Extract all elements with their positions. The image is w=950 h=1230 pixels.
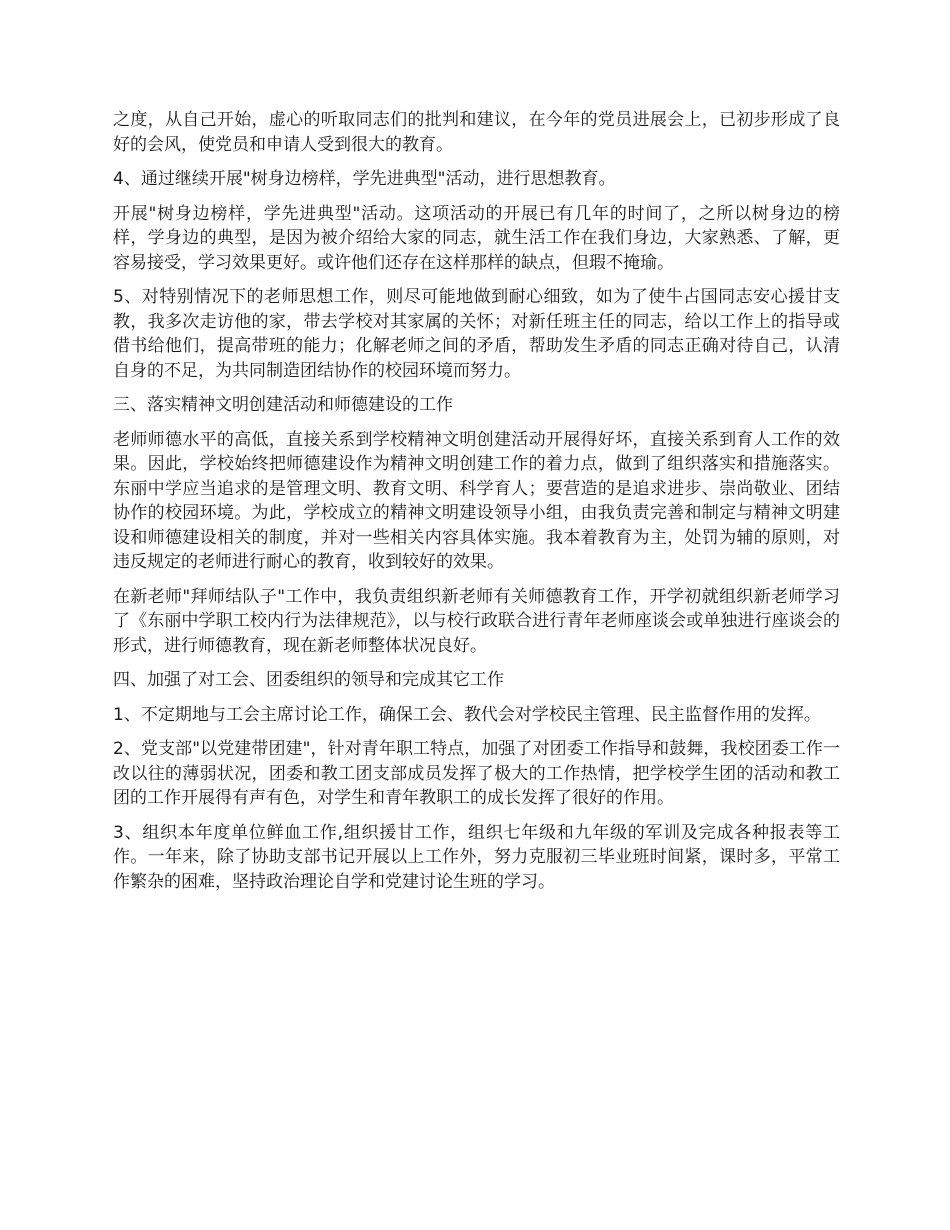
paragraph-item-2: 2、党支部"以党建带团建"，针对青年职工特点，加强了对团委工作指导和鼓舞，我校团委工作一改以往的薄弱状况，团委和教工团支部成员发挥了极大的工作热情，把学校学生团的活动和教工团的工作开展得有声有色，对学生和青年教职工的成长发挥了很好的作用。 [113,739,840,808]
paragraph-role-model-activity: 开展"树身边榜样，学先进典型"活动。这项活动的开展已有几年的时间了，之所以树身边的榜样，学身边的典型，是因为被介绍给大家的同志，就生活工作在我们身边，大家熟悉、了解，更容易接受，学习效果更好。或许他们还存在这样那样的缺点，但瑕不掩瑜。 [113,203,840,273]
paragraph-item-1: 1、不定期地与工会主席讨论工作，确保工会、教代会对学校民主管理、民主监督作用的发挥。 [113,704,821,725]
paragraph-new-teacher-mentoring: 在新老师"拜师结队子"工作中，我负责组织新老师有关师德教育工作，开学初就组织新老师学习了《东丽中学职工校内行为法律规范》，以与校行政联合进行青年老师座谈会或单独进行座谈会的形式，进行师德教育，现在新老师整体状况良好。 [113,586,840,656]
paragraph-item-5: 5、对特别情况下的老师思想工作，则尽可能地做到耐心细致，如为了使牛占国同志安心援甘支教，我多次走访他的家，带去学校对其家属的关怀；对新任班主任的同志，给以工作上的指导或借书给他们，提高带班的能力；化解老师之间的矛盾，帮助发生矛盾的同志正确对待自己，认清自身的不足，为共同制造团结协作的校园环境而努力。 [113,287,840,381]
paragraph-intro-continuation: 之度，从自己开始，虚心的听取同志们的批判和建议，在今年的党员进展会上，已初步形成了良好的会风，使党员和申请人受到很大的教育。 [113,110,840,155]
paragraph-teacher-ethics: 老师师德水平的高低，直接关系到学校精神文明创建活动开展得好坏，直接关系到育人工作的效果。因此，学校始终把师德建设作为精神文明创建工作的着力点，做到了组织落实和措施落实。东丽中学应当追求的是管理文明、教育文明、科学育人；要营造的是追求进步、崇尚敬业、团结协作的校园环境。为此，学校成立的精神文明建设领导小组，由我负责完善和制定与精神文明建设和师德建设相关的制度，并对一些相关内容具体实施。我本着教育为主，处罚为辅的原则，对违反规定的老师进行耐心的教育，收到较好的效果。 [113,429,840,572]
paragraph-item-4-heading: 4、通过继续开展"树身边榜样，学先进典型"活动，进行思想教育。 [113,169,616,189]
section-heading-4: 四、加强了对工会、团委组织的领导和完成其它工作 [113,670,504,690]
document-page [113,108,840,904]
paragraph-item-3: 3、组织本年度单位鲜血工作,组织援甘工作，组织七年级和九年级的军训及完成各种报表等工作。一年来，除了协助支部书记开展以上工作外，努力克服初三毕业班时间紧，课时多，平常工作繁杂的困难，坚持政治理论自学和党建讨论生班的学习。 [113,822,840,892]
section-heading-3: 三、落实精神文明创建活动和师德建设的工作 [113,395,453,415]
